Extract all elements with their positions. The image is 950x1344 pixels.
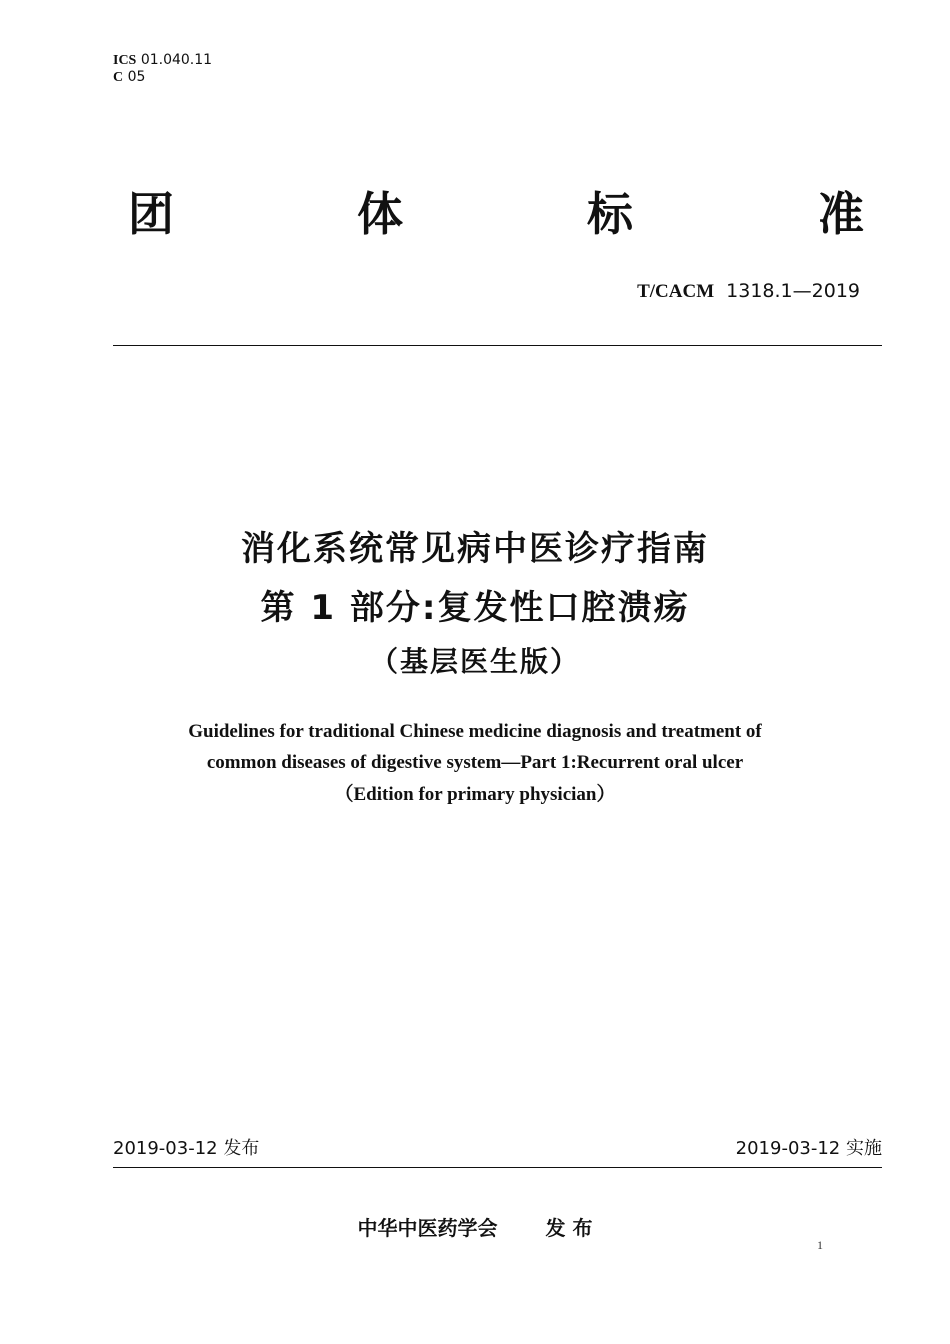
category-code bbox=[113, 69, 145, 86]
title-zh-line1: 消化系统常见病中医诊疗指南 bbox=[241, 529, 709, 569]
title-zh-line3: （基层医生版） bbox=[369, 645, 580, 678]
standard-type-title bbox=[128, 188, 870, 244]
category-label: C bbox=[113, 70, 124, 85]
standard-type-char-2: 体 bbox=[357, 187, 403, 241]
standard-number-value: 1318.1—2019 bbox=[726, 280, 860, 302]
publisher-action: 发 布 bbox=[545, 1216, 593, 1240]
ics-value: 01.040.11 bbox=[140, 52, 213, 68]
publisher-name: 中华中医药学会 bbox=[357, 1216, 498, 1240]
ics-label: ICS bbox=[113, 53, 137, 68]
implementation-date: 2019-03-12 实施 bbox=[735, 1138, 882, 1159]
standard-number-prefix: T/CACM bbox=[637, 281, 715, 302]
ics-code bbox=[113, 52, 212, 69]
issue-date: 2019-03-12 发布 bbox=[113, 1138, 260, 1159]
top-divider bbox=[113, 345, 882, 346]
publisher bbox=[0, 1214, 950, 1242]
category-value: 05 bbox=[127, 69, 146, 85]
page-number: 1 bbox=[817, 1238, 823, 1252]
standard-type-char-4: 准 bbox=[818, 187, 864, 241]
title-zh-line2: 第 1 部分:复发性口腔溃疡 bbox=[260, 588, 690, 628]
bottom-divider bbox=[113, 1167, 882, 1168]
title-en-line2: common diseases of digestive system—Part 1:Recurrent oral ulcer bbox=[206, 752, 744, 773]
title-en-line1: Guidelines for traditional Chinese medicine diagnosis and treatment of bbox=[188, 721, 762, 742]
standard-type-char-3: 标 bbox=[587, 187, 633, 241]
standard-number bbox=[637, 279, 860, 304]
title-en-line3: （Edition for primary physician） bbox=[334, 784, 616, 805]
standard-type-char-1: 团 bbox=[128, 187, 174, 241]
